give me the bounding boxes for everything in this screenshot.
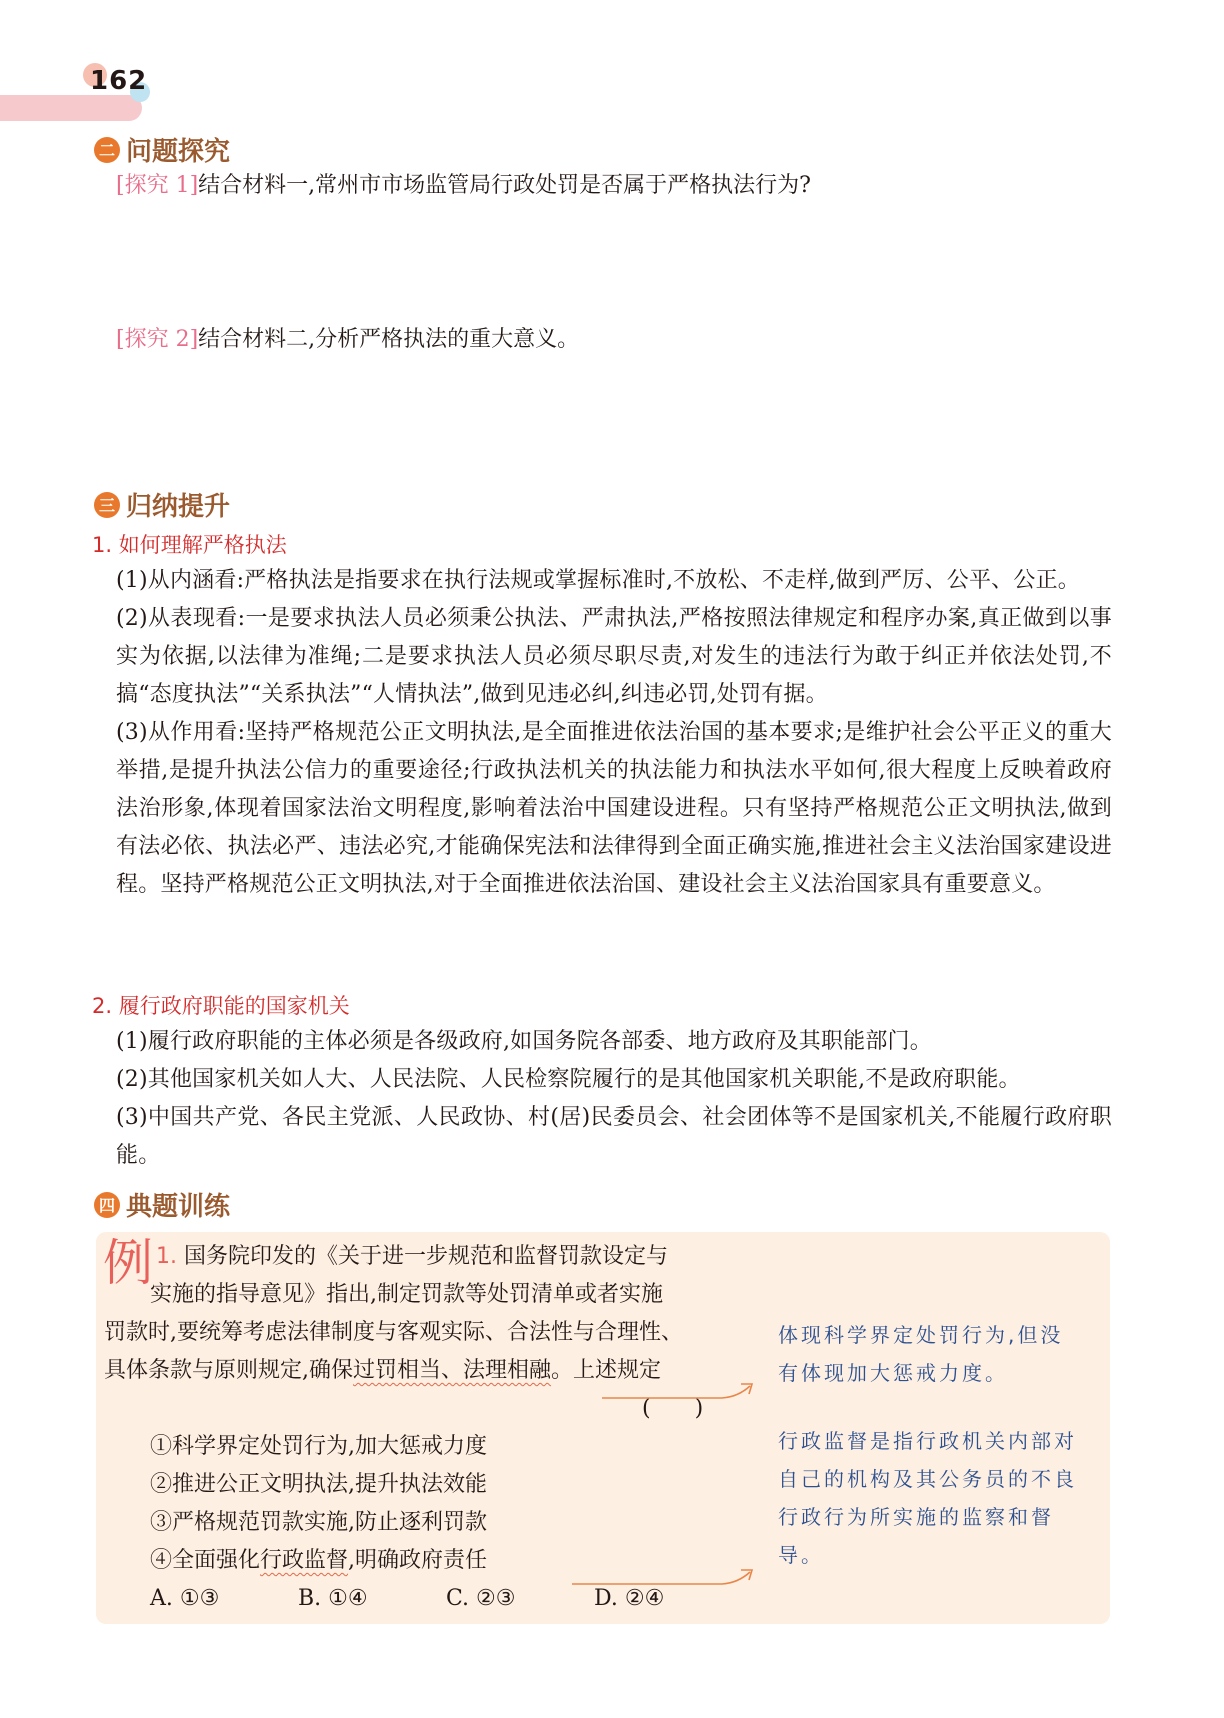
choice-c: C. ②③ [446,1586,516,1611]
inquiry-label: [探究 1] [116,173,199,198]
note-line: 行政行为所实施的监察和督 [778,1505,1054,1529]
example-stem-line-1 [156,1238,668,1276]
inquiry-text: 结合材料二,分析严格执法的重大意义。 [198,327,580,352]
section-title: 典题训练 [126,1192,231,1222]
note-line: 导。 [778,1543,824,1567]
inquiry-question-2 [116,324,579,356]
choice-d: D. ②④ [594,1586,665,1611]
paragraph: (2)从表现看:一是要求执法人员必须秉公执法、严肃执法,严格按照法律规定和程序办案,真正做到以事实为依据,以法律为准绳;二是要求执法人员必须尽职尽责,对发生的违法行为敢于纠正并依法处罚,不搞“态度执法”“关系执法”“人情执法”,做到见违必纠,纠违必罚,处罚有据。 [116,606,1112,707]
section-badge: 四 [94,1192,120,1218]
section-practice-heading [94,1186,230,1223]
summary-body-1 [116,562,1112,904]
summary-subheading-1: 1. 如何理解严格执法 [92,533,287,557]
stem-text: 。上述规定 [551,1358,662,1383]
note-line: 行政监督是指行政机关内部对 [778,1429,1077,1453]
inquiry-text: 结合材料一,常州市市场监管局行政处罚是否属于严格执法行为? [198,173,811,198]
example-glyph: 例 [103,1234,153,1292]
inquiry-question-1 [116,170,811,202]
stem-text: 国务院印发的《关于进一步规范和监督罚款设定与 [184,1244,669,1269]
annotation-arrow-1 [560,1370,770,1410]
inquiry-label: [探究 2] [116,327,199,352]
section-inquiry-heading [94,131,230,168]
annotation-arrow-2 [560,1558,770,1598]
answer-parentheses: ( ) [642,1396,704,1421]
example-stem-line-2: 实施的指导意见》指出,制定罚款等处罚清单或者实施 [150,1282,663,1307]
summary-body-2 [116,1023,1112,1175]
paragraph: (1)从内涵看:严格执法是指要求在执行法规或掌握标准时,不放松、不走样,做到严厉、公平、公正。 [116,568,1080,593]
wavy-underline-phrase: 行政监督 [260,1548,349,1573]
example-stem-line-3: 罚款时,要统筹考虑法律制度与客观实际、合法性与合理性、 [104,1320,683,1345]
page-number: 162 [90,66,148,96]
paragraph: (1)履行政府职能的主体必须是各级政府,如国务院各部委、地方政府及其职能部门。 [116,1029,932,1054]
paragraph: (3)中国共产党、各民主党派、人民政协、村(居)民委员会、社会团体等不是国家机关,不能履行政府职能。 [116,1105,1112,1168]
question-number: 1. [156,1244,177,1269]
section-summary-heading [94,486,230,523]
note-line: 体现科学界定处罚行为,但没 [778,1323,1064,1347]
section-title: 归纳提升 [126,492,231,522]
annotation-note-2 [778,1422,1077,1574]
section-badge: 三 [94,492,120,518]
choice-b: B. ①④ [298,1586,368,1611]
annotation-note-1 [778,1316,1063,1392]
note-line: 有体现加大惩戒力度。 [778,1361,1008,1385]
wavy-underline-phrase: 过罚相当、法理相融 [353,1358,552,1383]
option-text: ④全面强化 [150,1548,261,1573]
header-band [0,95,142,121]
option-1: ①科学界定处罚行为,加大惩戒力度 [150,1434,487,1459]
section-badge: 二 [94,137,120,163]
choice-a: A. ①③ [150,1586,220,1611]
paragraph: (2)其他国家机关如人大、人民法院、人民检察院履行的是其他国家机关职能,不是政府职能。 [116,1067,1021,1092]
option-2: ②推进公正文明执法,提升执法效能 [150,1472,487,1497]
summary-subheading-2: 2. 履行政府职能的国家机关 [92,994,350,1018]
note-line: 自己的机构及其公务员的不良 [778,1467,1077,1491]
paragraph: (3)从作用看:坚持严格规范公正文明执法,是全面推进依法治国的基本要求;是维护社会公平正义的重大举措,是提升执法公信力的重要途径;行政执法机关的执法能力和执法水平如何,很大程度上反映着政府法治形象,体现着国家法治文明程度,影响着法治中国建设进程。只有坚持严格规范公正文明执法,做到有法必依、执法必严、违法必究,才能确保宪法和法律得到全面正确实施,推进社会主义法治国家建设进程。坚持严格规范公正文明执法,对于全面推进依法治国、建设社会主义法治国家具有重要意义。 [116,720,1112,897]
option-text: ,明确政府责任 [348,1548,488,1573]
option-3: ③严格规范罚款实施,防止逐利罚款 [150,1510,487,1535]
section-title: 问题探究 [126,137,231,167]
stem-text: 具体条款与原则规定,确保 [104,1358,353,1383]
option-4 [150,1542,487,1580]
